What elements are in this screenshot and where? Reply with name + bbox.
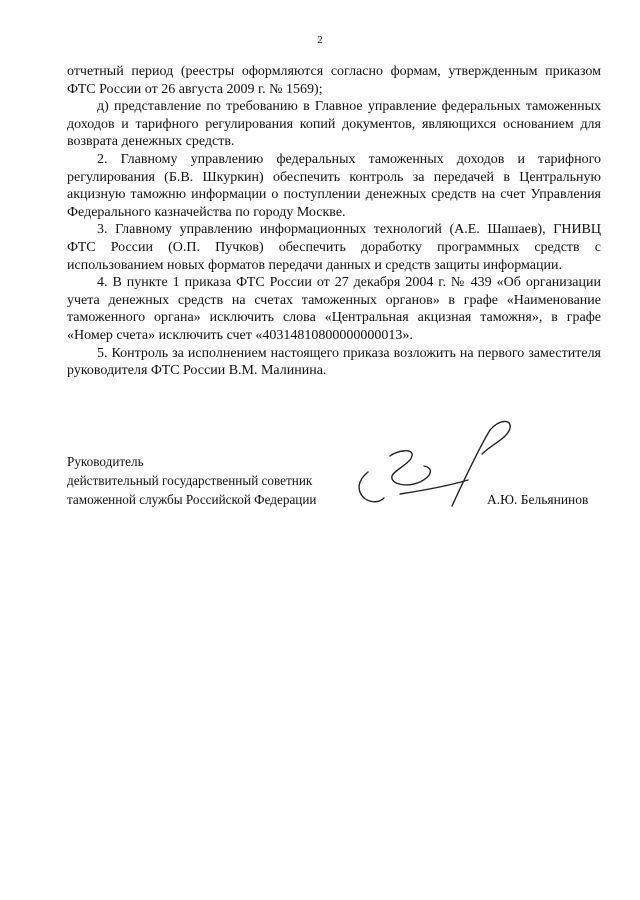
paragraph-item-4: 4. В пункте 1 приказа ФТС России от 27 декабря 2004 г. № 439 «Об организации учета денежных средств на счетах таможенных органов» в графе «Наименование таможенного органа» исключить слова «Центральная акцизная таможня», в графе «Номер счета» исключить счет «40314810800000000013».: [67, 275, 601, 343]
paragraph-item-3: 3. Главному управлению информационных технологий (А.Е. Шашаев), ГНИВЦ ФТС России (О.П. Пучков) обеспечить доработку программных средств с использованием новых форматов передачи данных и средств защиты информации.: [67, 222, 601, 273]
handwritten-signature: [340, 410, 530, 510]
paragraph-item-d: д) представление по требованию в Главное управление федеральных таможенных доходов и тарифного регулирования копий документов, являющихся основанием для возврата денежных средств.: [67, 99, 601, 150]
paragraph-continuation: отчетный период (реестры оформляются согласно формам, утвержденным приказом ФТС России от 26 августа 2009 г. № 1569);: [67, 64, 601, 97]
signatory-name: А.Ю. Бельянинов: [487, 492, 589, 507]
signatory-title-line-2: действительный государственный советник: [67, 473, 313, 488]
paragraph-item-2: 2. Главному управлению федеральных таможенных доходов и тарифного регулирования (Б.В. Шкуркин) обеспечить контроль за передачей в Центральную акцизную таможню информации о поступлении денежных средств на счет Управления Федерального казначейства по городу Москве.: [67, 151, 601, 220]
signatory-title: [67, 452, 316, 509]
page-number: 2: [317, 34, 323, 46]
signatory-title-line-3: таможенной службы Российской Федерации: [67, 492, 317, 507]
document-body: [67, 63, 601, 380]
signatory-title-line-1: Руководитель: [67, 454, 144, 469]
paragraph-item-5: 5. Контроль за исполнением настоящего приказа возложить на первого заместителя руководителя ФТС России В.М. Малинина.: [67, 345, 601, 379]
